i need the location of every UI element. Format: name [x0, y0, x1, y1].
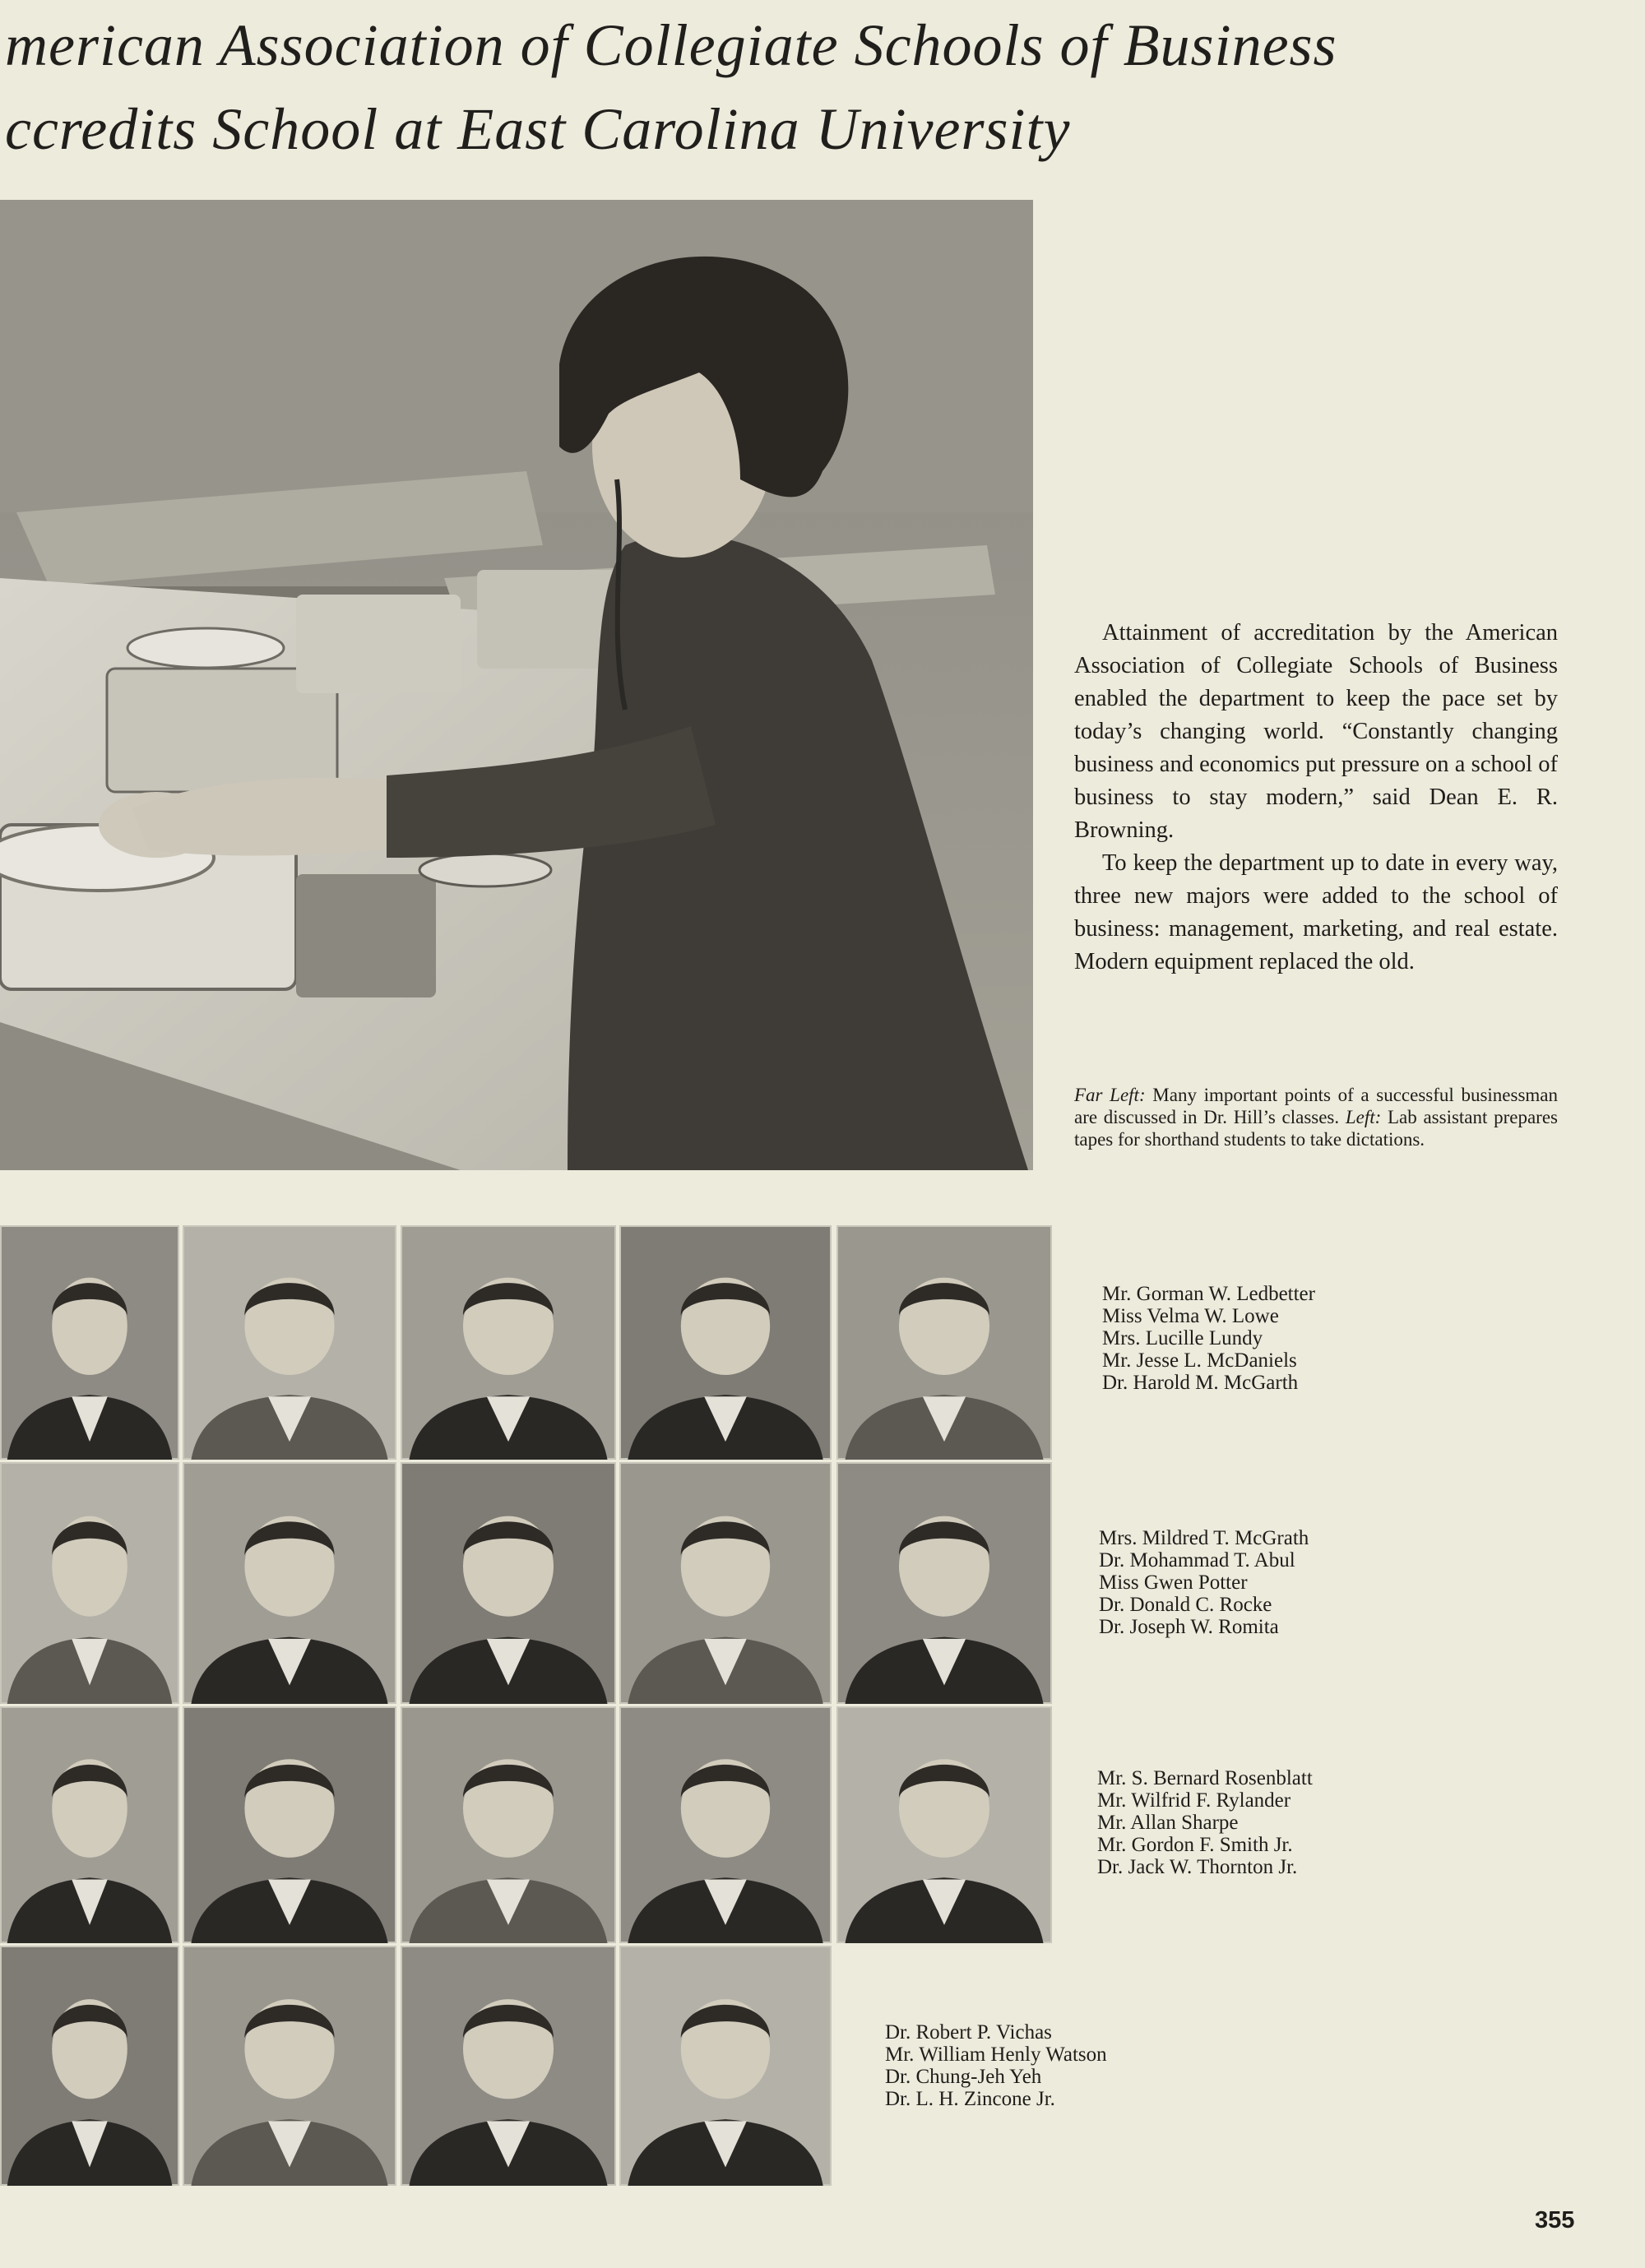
headline-line-1: merican Association of Collegiate Schools of Business [5, 12, 1337, 78]
faculty-name: Dr. Joseph W. Romita [1099, 1616, 1279, 1638]
faculty-name: Dr. Mohammad T. Abul [1099, 1549, 1295, 1571]
portrait-silhouette [183, 1946, 396, 2186]
names-row-3 [1097, 1767, 1313, 1878]
faculty-name: Mr. Jesse L. McDaniels [1102, 1349, 1297, 1372]
faculty-portrait [619, 1946, 832, 2186]
faculty-name: Mr. Gordon F. Smith Jr. [1097, 1834, 1293, 1856]
faculty-name: Dr. Chung-Jeh Yeh [885, 2066, 1042, 2088]
faculty-portrait [619, 1225, 832, 1460]
faculty-portrait [0, 1462, 179, 1704]
faculty-name: Mr. Allan Sharpe [1097, 1812, 1239, 1834]
photo-caption [1074, 1084, 1558, 1150]
names-row-2 [1099, 1527, 1309, 1638]
article-body [1074, 617, 1558, 979]
faculty-name: Dr. Jack W. Thornton Jr. [1097, 1856, 1298, 1878]
caption-left-text: Lab assistant prepares tapes for shorthand students to take dictations. [1074, 1107, 1558, 1150]
faculty-portrait [619, 1706, 832, 1943]
portrait-silhouette [401, 1225, 616, 1460]
portrait-silhouette [619, 1225, 832, 1460]
faculty-name: Dr. L. H. Zincone Jr. [885, 2088, 1055, 2110]
portrait-silhouette [401, 1462, 616, 1704]
faculty-portrait [836, 1462, 1052, 1704]
caption-left-label: Left: [1345, 1107, 1382, 1127]
faculty-name: Mr. Wilfrid F. Rylander [1097, 1789, 1291, 1812]
portrait-silhouette [0, 1706, 179, 1943]
faculty-name: Dr. Robert P. Vichas [885, 2021, 1052, 2044]
names-row-1 [1102, 1283, 1315, 1394]
faculty-portrait [401, 1946, 616, 2186]
faculty-portrait [183, 1462, 396, 1704]
faculty-name: Miss Gwen Potter [1099, 1571, 1248, 1594]
faculty-name: Mr. Gorman W. Ledbetter [1102, 1283, 1315, 1305]
portrait-silhouette [619, 1946, 832, 2186]
page-number: 355 [1535, 2207, 1575, 2233]
faculty-portrait [183, 1225, 396, 1460]
portrait-silhouette [836, 1462, 1052, 1704]
portrait-silhouette [183, 1225, 396, 1460]
portrait-silhouette [619, 1462, 832, 1704]
faculty-portrait [836, 1706, 1052, 1943]
faculty-portrait [619, 1462, 832, 1704]
faculty-portrait [836, 1225, 1052, 1460]
names-row-4 [885, 2021, 1107, 2110]
faculty-portrait [0, 1706, 179, 1943]
faculty-name: Miss Velma W. Lowe [1102, 1305, 1279, 1327]
portrait-silhouette [183, 1706, 396, 1943]
faculty-portrait [183, 1706, 396, 1943]
portrait-silhouette [0, 1946, 179, 2186]
faculty-name: Mr. S. Bernard Rosenblatt [1097, 1767, 1313, 1789]
portrait-silhouette [183, 1462, 396, 1704]
lab-assistant-photo [0, 200, 1033, 1170]
faculty-name: Mr. William Henly Watson [885, 2044, 1107, 2066]
portrait-silhouette [401, 1706, 616, 1943]
faculty-portrait [183, 1946, 396, 2186]
faculty-name: Mrs. Lucille Lundy [1102, 1327, 1263, 1349]
faculty-portrait [401, 1462, 616, 1704]
portrait-silhouette [836, 1706, 1052, 1943]
portrait-silhouette [0, 1462, 179, 1704]
faculty-portrait [401, 1706, 616, 1943]
faculty-portrait [0, 1946, 179, 2186]
portrait-silhouette [836, 1225, 1052, 1460]
portrait-silhouette [0, 1225, 179, 1460]
faculty-name: Mrs. Mildred T. McGrath [1099, 1527, 1309, 1549]
lab-scene-illustration [0, 200, 1033, 1170]
caption-far-left-text: Many important points of a successful businessman are discussed in Dr. Hill’s classes. [1074, 1085, 1559, 1127]
faculty-name: Dr. Harold M. McGarth [1102, 1372, 1299, 1394]
body-paragraph: Attainment of accreditation by the American Association of Collegiate Schools of Business enabled the department to keep the pace set by today’s changing world. “Constantly changing business and economics put pressure on a school of business to stay modern,” said Dean E. R. Browning. [1074, 620, 1558, 843]
faculty-portrait [401, 1225, 616, 1460]
caption-far-left-label: Far Left: [1074, 1085, 1146, 1105]
headline-line-2: ccredits School at East Carolina University [5, 96, 1071, 162]
faculty-portrait [0, 1225, 179, 1460]
body-paragraph: To keep the department up to date in every way, three new majors were added to the school of business: management, marketing, and real estate. Modern equipment replaced the old. [1074, 850, 1558, 974]
portrait-silhouette [401, 1946, 616, 2186]
faculty-name: Dr. Donald C. Rocke [1099, 1594, 1272, 1616]
portrait-silhouette [619, 1706, 832, 1943]
